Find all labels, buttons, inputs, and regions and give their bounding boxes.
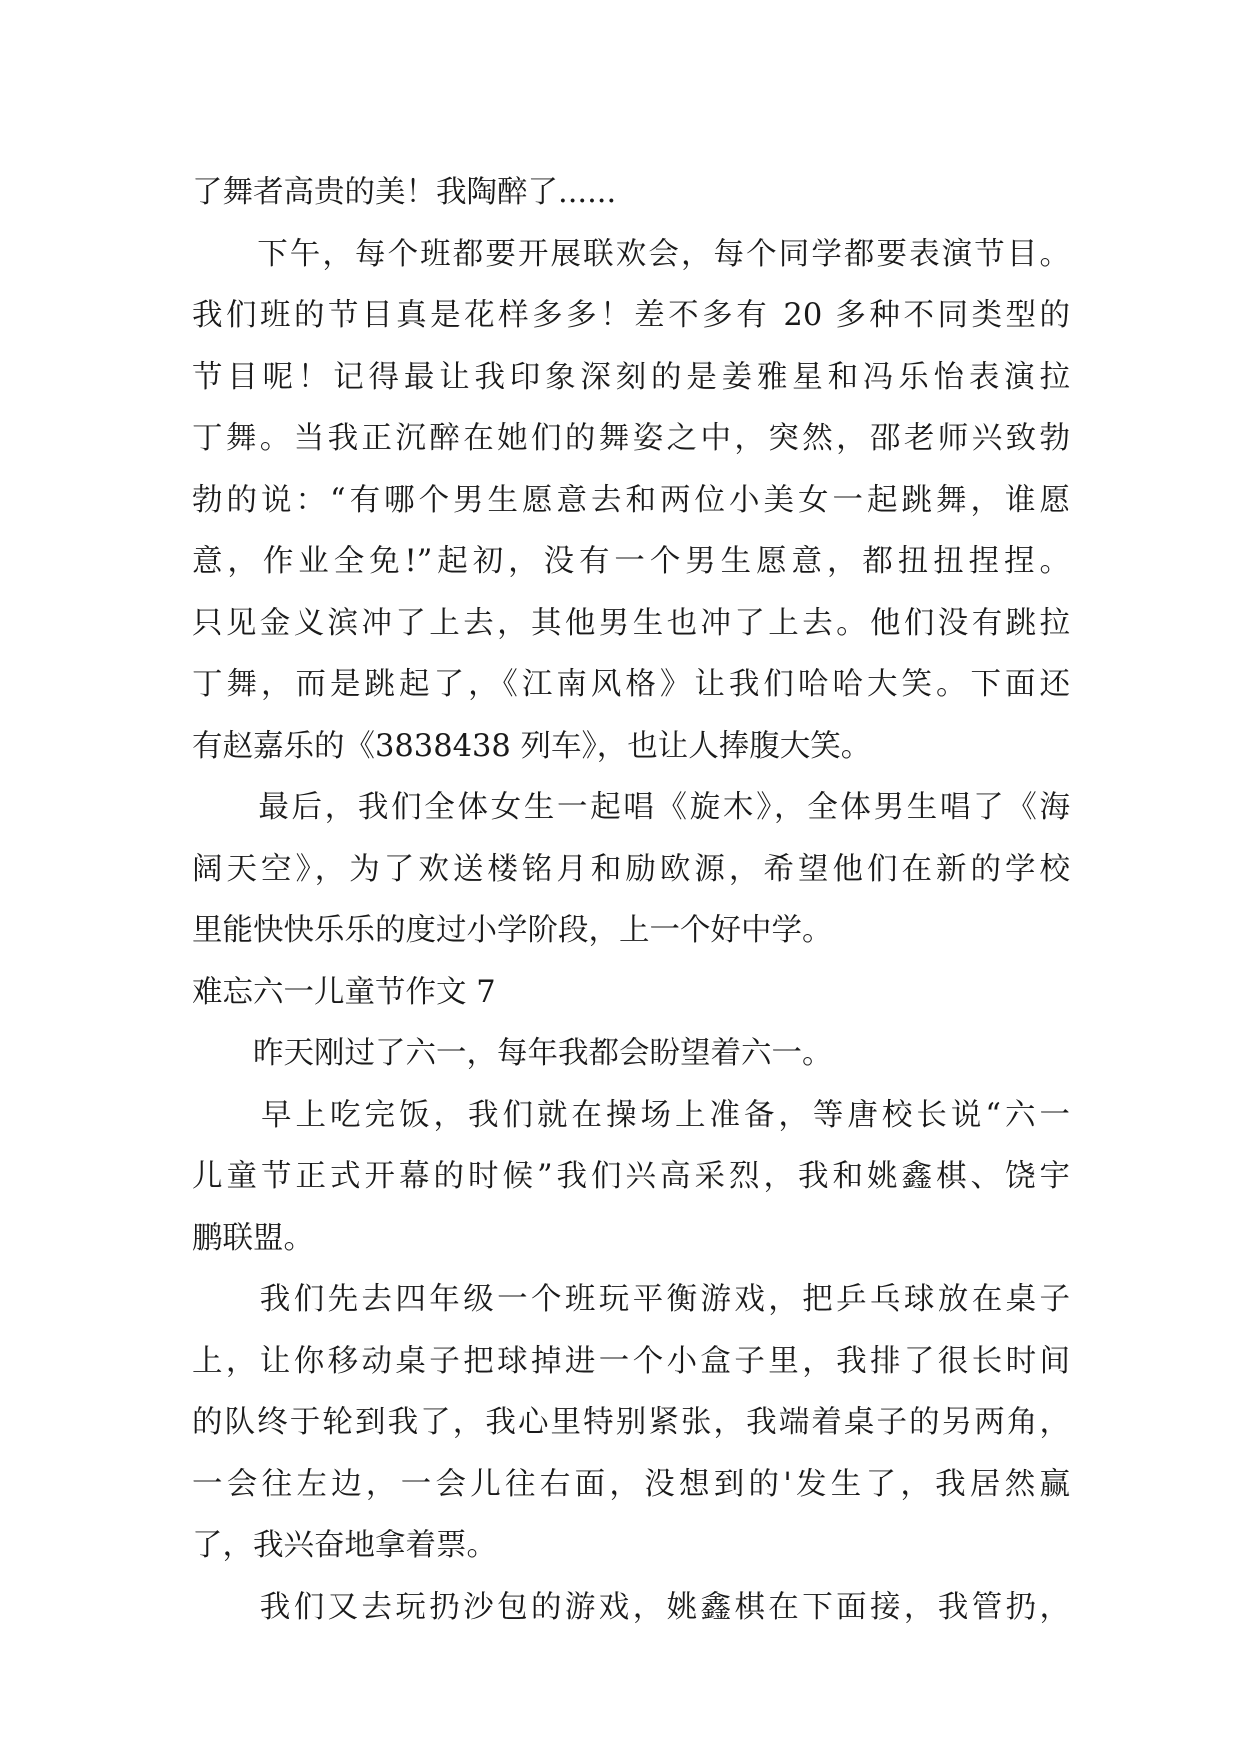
text-line: 我们班的节目真是花样多多！差不多有 20 多种不同类型的 — [192, 298, 1070, 333]
document-body — [192, 162, 1070, 1638]
text-line: 勃的说：“有哪个男生愿意去和两位小美女一起跳舞，谁愿 — [192, 482, 1070, 518]
text-line: 最后，我们全体女生一起唱《旋木》，全体男生唱了《海 — [192, 790, 1070, 825]
text-line: 昨天刚过了六一，每年我都会盼望着六一。 — [192, 1036, 833, 1071]
text-line: 儿童节正式开幕的时候”我们兴高采烈，我和姚鑫棋、饶宇 — [192, 1159, 1070, 1194]
text-line: 的队终于轮到我了，我心里特别紧张，我端着桌子的另两角， — [192, 1405, 1070, 1440]
text-line: 上，让你移动桌子把球掉进一个小盒子里，我排了很长时间 — [192, 1343, 1070, 1379]
text-line: 我们又去玩扔沙包的游戏，姚鑫棋在下面接，我管扔， — [192, 1589, 1070, 1625]
text-line: 了，我兴奋地拿着票。 — [192, 1528, 497, 1563]
text-line: 丁舞，而是跳起了，《江南风格》让我们哈哈大笑。下面还 — [192, 667, 1070, 702]
text-line: 意，作业全免!”起初，没有一个男生愿意，都扭扭捏捏。 — [192, 544, 1070, 579]
text-line: 里能快快乐乐的度过小学阶段，上一个好中学。 — [192, 913, 833, 948]
text-line: 有赵嘉乐的《3838438 列车》，也让人捧腹大笑。 — [192, 728, 872, 764]
text-line: 了舞者高贵的美！我陶醉了...... — [192, 175, 617, 210]
text-line: 节目呢！记得最让我印象深刻的是姜雅星和冯乐怡表演拉 — [192, 359, 1070, 395]
text-line: 丁舞。当我正沉醉在她们的舞姿之中，突然，邵老师兴致勃 — [192, 421, 1070, 456]
text-line: 鹏联盟。 — [192, 1220, 314, 1256]
text-line: 阔天空》，为了欢送楼铭月和励欧源，希望他们在新的学校 — [192, 851, 1070, 887]
text-line: 我们先去四年级一个班玩平衡游戏，把乒乓球放在桌子 — [192, 1282, 1070, 1317]
text-line: 下午，每个班都要开展联欢会，每个同学都要表演节目。 — [192, 236, 1070, 272]
text-line: 只见金义滨冲了上去，其他男生也冲了上去。他们没有跳拉 — [192, 605, 1070, 641]
text-line: 一会往左边，一会儿往右面，没想到的'发生了，我居然赢 — [192, 1466, 1070, 1502]
text-line: 早上吃完饭，我们就在操场上准备，等唐校长说“六一 — [192, 1097, 1070, 1133]
section-heading: 难忘六一儿童节作文 7 — [192, 974, 496, 1010]
